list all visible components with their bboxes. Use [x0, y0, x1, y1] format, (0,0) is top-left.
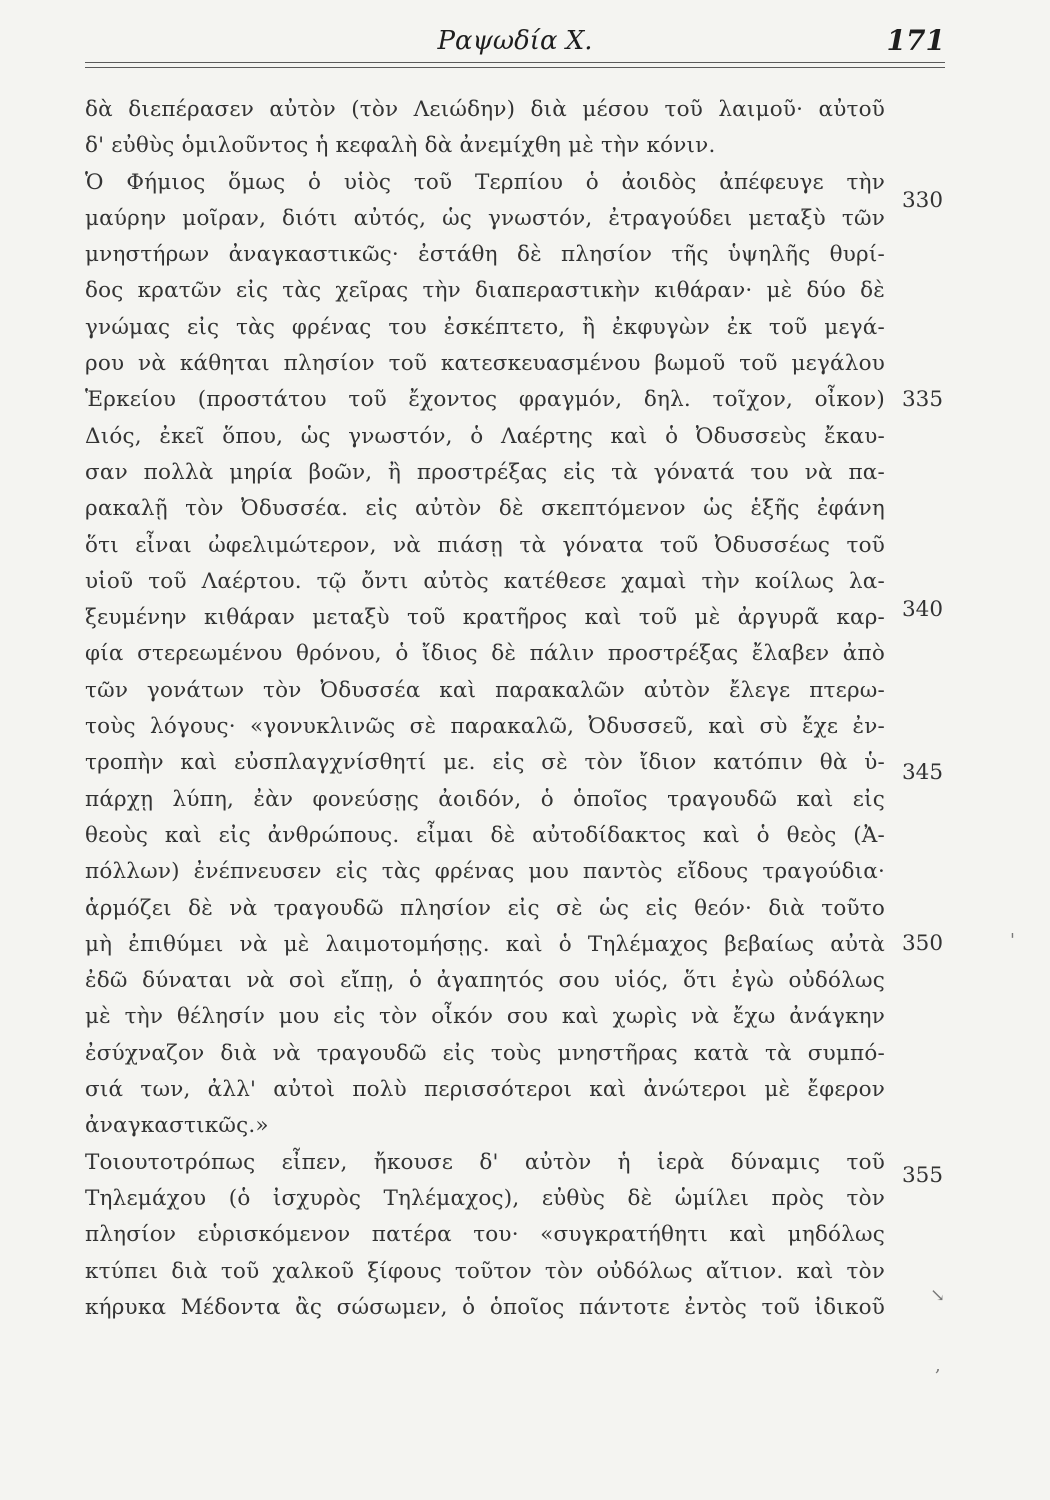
text-line: κτύπει διὰ τοῦ χαλκοῦ ξίφους τοῦτον τὸν οὐδόλως αἴτιον. καὶ τὸν — [85, 1258, 885, 1284]
line-number-330: 330 — [902, 188, 944, 213]
text-line: τροπὴν καὶ εὐσπλαγχνίσθητί με. εἰς σὲ τὸν ἴδιον κατόπιν θὰ ὑ- — [85, 750, 885, 776]
text-line: πόλλων) ἐνέπνευσεν εἰς τὰς φρένας μου παντὸς εἴδους τραγούδια· — [85, 859, 885, 885]
scan-speck: ' — [1010, 930, 1015, 951]
text-line: Διός, ἐκεῖ ὅπου, ὡς γνωστόν, ὁ Λαέρτης καὶ ὁ Ὀδυσσεὺς ἔκαυ- — [85, 423, 885, 449]
line-number-340: 340 — [902, 597, 944, 622]
body-text — [85, 92, 885, 1326]
text-line: μὲ τὴν θέλησίν μου εἰς τὸν οἶκόν σου καὶ χωρὶς νὰ ἔχω ἀνάγκην — [85, 1004, 885, 1030]
text-line: ρου νὰ κάθηται πλησίον τοῦ κατεσκευασμένου βωμοῦ τοῦ μεγάλου — [85, 351, 885, 377]
text-line: μαύρην μοῖραν, διότι αὐτός, ὡς γνωστόν, ἐτραγούδει μεταξὺ τῶν — [85, 205, 885, 231]
page-header — [85, 22, 945, 72]
text-line: θεοὺς καὶ εἰς ἀνθρώπους. εἶμαι δὲ αὐτοδίδακτος καὶ ὁ θεὸς (Ἀ- — [85, 822, 885, 848]
text-line: Ἑρκείου (προστάτου τοῦ ἔχοντος φραγμόν, δηλ. τοῖχον, οἶκον) — [85, 387, 885, 413]
text-line: ἁρμόζει δὲ νὰ τραγουδῶ πλησίον εἰς σὲ ὡς εἰς θεόν· διὰ τοῦτο — [85, 895, 885, 921]
text-line: κήρυκα Μέδοντα ἂς σώσωμεν, ὁ ὁποῖος πάντοτε ἐντὸς τοῦ ἰδικοῦ — [85, 1294, 885, 1320]
page-number: 171 — [886, 24, 945, 57]
line-number-345: 345 — [902, 760, 944, 785]
text-line: τοὺς λόγους· «γονυκλινῶς σὲ παρακαλῶ, Ὀδυσσεῦ, καὶ σὺ ἔχε ἐν- — [85, 714, 885, 740]
text-line: Τοιουτοτρόπως εἶπεν, ἤκουσε δ' αὐτὸν ἡ ἱερὰ δύναμις τοῦ — [85, 1149, 885, 1175]
text-line: σαν πολλὰ μηρία βοῶν, ἢ προστρέξας εἰς τὰ γόνατά του νὰ πα- — [85, 459, 885, 485]
text-line: ὅτι εἶναι ὠφελιμώτερον, νὰ πιάσῃ τὰ γόνατα τοῦ Ὀδυσσέως τοῦ — [85, 532, 885, 558]
running-head: Ραψωδία Χ. — [437, 26, 593, 56]
text-line: δ' εὐθὺς ὁμιλοῦντος ἡ κεφαλὴ δὰ ἀνεμίχθη μὲ τὴν κόνιν. — [85, 133, 716, 159]
line-number-355: 355 — [902, 1163, 944, 1188]
scan-speck: , — [935, 1355, 941, 1376]
header-rule — [85, 62, 945, 63]
text-line: ἀναγκαστικῶς.» — [85, 1113, 269, 1139]
text-line: πλησίον εὑρισκόμενον πατέρα του· «συγκρατήθητι καὶ μηδόλως — [85, 1222, 885, 1248]
text-line: ἐσύχναζον διὰ νὰ τραγουδῶ εἰς τοὺς μνηστῆρας κατὰ τὰ συμπό- — [85, 1040, 885, 1066]
text-line: σιά των, ἀλλ' αὐτοὶ πολὺ περισσότεροι καὶ ἀνώτεροι μὲ ἔφερον — [85, 1077, 885, 1103]
text-line: ρακαλῇ τὸν Ὀδυσσέα. εἰς αὐτὸν δὲ σκεπτόμενον ὡς ἑξῆς ἐφάνη — [85, 496, 885, 522]
header-rule — [85, 67, 945, 68]
text-line: υἱοῦ τοῦ Λαέρτου. τῷ ὄντι αὐτὸς κατέθεσε χαμαὶ τὴν κοίλως λα- — [85, 568, 885, 594]
text-line: γνώμας εἰς τὰς φρένας του ἐσκέπτετο, ἢ ἐκφυγὼν ἐκ τοῦ μεγά- — [85, 314, 885, 340]
text-line: μνηστήρων ἀναγκαστικῶς· ἐστάθη δὲ πλησίον τῆς ὑψηλῆς θυρί- — [85, 242, 885, 268]
line-number-350: 350 — [902, 931, 944, 956]
line-number-335: 335 — [902, 387, 944, 412]
text-line: πάρχῃ λύπη, ἐὰν φονεύσῃς ἀοιδόν, ὁ ὁποῖος τραγουδῶ καὶ εἰς — [85, 786, 885, 812]
text-line: φία στερεωμένου θρόνου, ὁ ἴδιος δὲ πάλιν προστρέξας ἔλαβεν ἀπὸ — [85, 641, 885, 667]
text-line: ξευμένην κιθάραν μεταξὺ τοῦ κρατῆρος καὶ τοῦ μὲ ἀργυρᾶ καρ- — [85, 605, 885, 631]
text-line: Ὁ Φήμιος ὅμως ὁ υἱὸς τοῦ Τερπίου ὁ ἀοιδὸς ἀπέφευγε τὴν — [85, 169, 885, 195]
text-line: δὰ διεπέρασεν αὐτὸν (τὸν Λειώδην) διὰ μέσου τοῦ λαιμοῦ· αὐτοῦ — [85, 97, 885, 122]
text-line: δος κρατῶν εἰς τὰς χεῖρας τὴν διαπεραστικὴν κιθάραν· μὲ δύο δὲ — [85, 278, 885, 304]
text-line: Τηλεμάχου (ὁ ἰσχυρὸς Τηλέμαχος), εὐθὺς δὲ ὡμίλει πρὸς τὸν — [85, 1185, 885, 1211]
text-line: τῶν γονάτων τὸν Ὀδυσσέα καὶ παρακαλῶν αὐτὸν ἔλεγε πτερω- — [85, 677, 885, 703]
scan-speck: ↘ — [930, 1285, 946, 1306]
text-line: ἐδῶ δύναται νὰ σοὶ εἴπῃ, ὁ ἀγαπητός σου υἱός, ὅτι ἐγὼ οὐδόλως — [85, 968, 885, 994]
text-line: μὴ ἐπιθύμει νὰ μὲ λαιμοτομήσῃς. καὶ ὁ Τηλέμαχος βεβαίως αὐτὰ — [85, 931, 885, 957]
